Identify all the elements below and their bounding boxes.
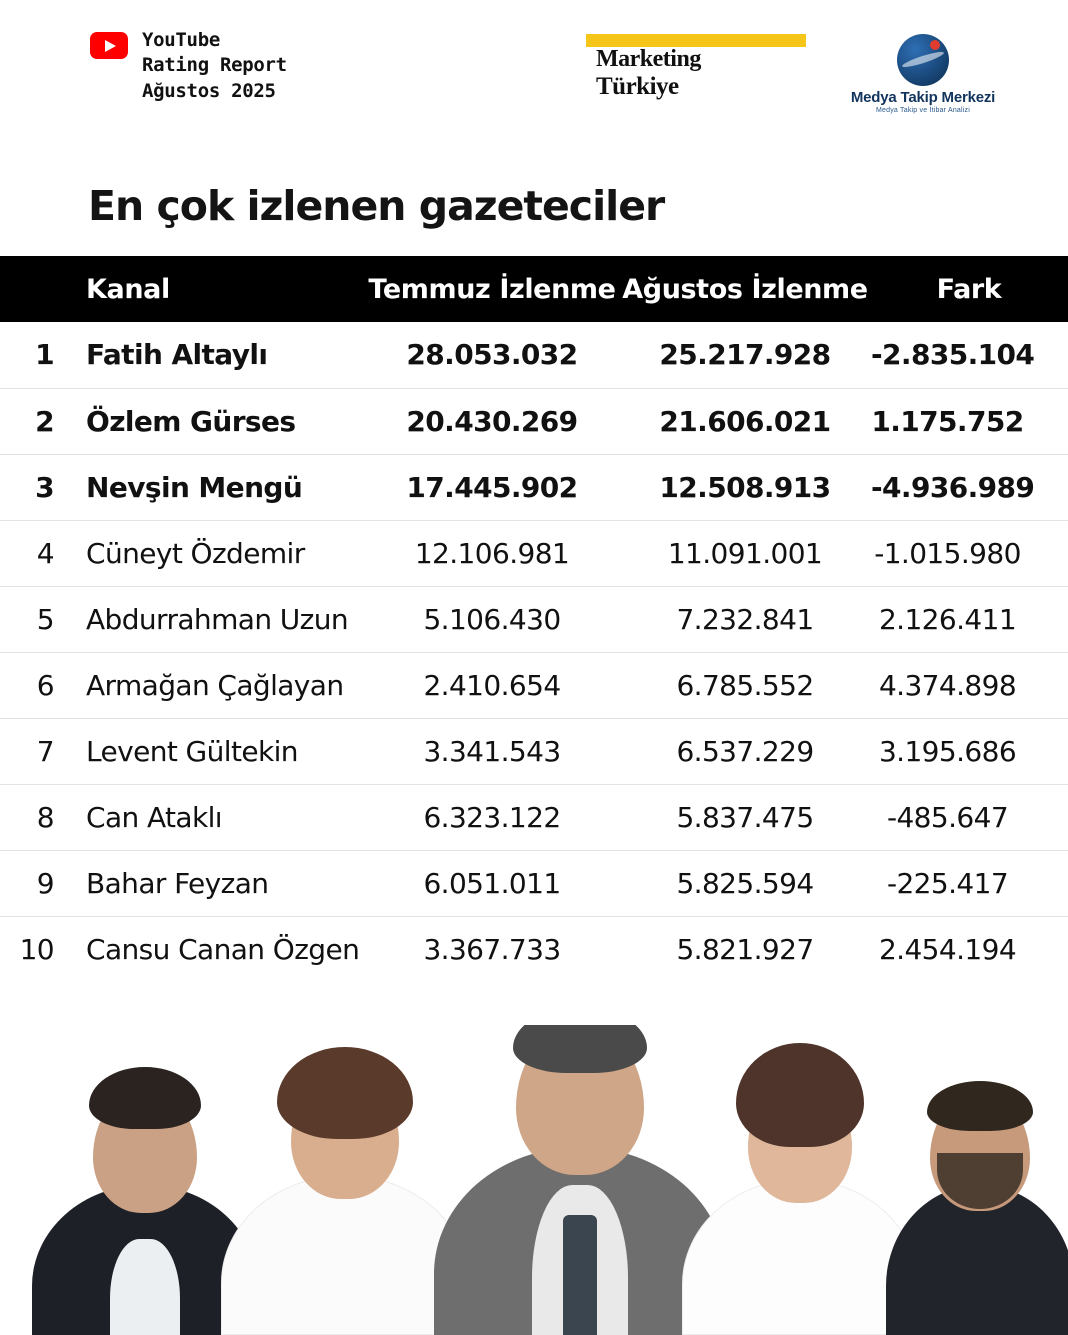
mtm-name: Medya Takip Merkezi [850,89,996,106]
photo-tie [563,1215,597,1335]
page-title: En çok izlenen gazeteciler [88,182,665,230]
row-difference: 1.175.752 [870,388,1068,454]
row-channel-name: Abdurrahman Uzun [64,586,364,652]
column-header-july: Temmuz İzlenme [364,256,620,322]
page-header [0,0,1068,150]
row-rank: 9 [0,850,64,916]
row-channel-name: Armağan Çağlayan [64,652,364,718]
row-difference: 2.126.411 [870,586,1068,652]
row-difference: 3.195.686 [870,718,1068,784]
ranking-table-wrapper [0,256,1068,982]
row-july-views: 6.323.122 [364,784,620,850]
row-august-views: 5.825.594 [620,850,870,916]
row-august-views: 5.837.475 [620,784,870,850]
photo-hair [513,1025,647,1073]
table-row [0,916,1068,982]
column-header-august: Ağustos İzlenme [620,256,870,322]
row-difference: -4.936.989 [870,454,1068,520]
marketing-turkiye-logo [586,34,806,100]
row-august-views: 6.785.552 [620,652,870,718]
medya-takip-merkezi-logo [848,34,998,114]
row-rank: 4 [0,520,64,586]
row-july-views: 28.053.032 [364,322,620,388]
table-row [0,718,1068,784]
row-august-views: 5.821.927 [676,932,814,966]
row-channel-name: Cansu Canan Özgen [86,932,360,966]
row-august-views: 25.217.928 [620,322,870,388]
sponsor-logos [586,28,998,114]
column-header-channel: Kanal [64,256,364,322]
photo-shirt [110,1239,180,1335]
table-body [0,322,1068,982]
row-august-views: 21.606.021 [620,388,870,454]
row-rank: 1 [0,322,64,388]
row-july-views: 5.106.430 [364,586,620,652]
journalist-photo-5 [885,1085,1068,1335]
report-line-2: Rating Report [142,54,287,77]
youtube-icon [90,32,128,59]
row-rank: 2 [0,388,64,454]
journalist-photo-strip [0,1025,1068,1335]
mtm-subtitle: Medya Takip ve İtibar Analizi [876,107,970,114]
row-july-views: 17.445.902 [364,454,620,520]
row-august-views: 6.537.229 [620,718,870,784]
table-row [0,322,1068,388]
report-title-block [142,28,287,104]
row-rank: 10 [19,932,54,966]
table-row [0,520,1068,586]
report-line-3: Ağustos 2025 [142,79,276,102]
row-rank: 3 [0,454,64,520]
journalist-photo-4 [680,1073,920,1335]
report-line-1: YouTube [142,29,220,51]
table-header [0,256,1068,322]
row-july-views: 2.410.654 [364,652,620,718]
row-august-views: 12.508.913 [620,454,870,520]
row-channel-name: Cüneyt Özdemir [64,520,364,586]
photo-hair [89,1067,201,1129]
row-july-views: 20.430.269 [364,388,620,454]
row-channel-name: Nevşin Mengü [64,454,364,520]
row-difference: 2.454.194 [878,932,1017,966]
marketing-turkiye-line-1: Marketing [596,46,701,72]
photo-hair [927,1081,1033,1131]
table-row [0,454,1068,520]
row-difference: -1.015.980 [870,520,1068,586]
column-header-difference: Fark [870,256,1068,322]
row-channel-name: Levent Gültekin [64,718,364,784]
table-row [0,850,1068,916]
row-august-views: 7.232.841 [620,586,870,652]
row-july-views: 12.106.981 [364,520,620,586]
table-row [0,784,1068,850]
row-difference: -225.417 [870,850,1068,916]
photo-hair [277,1047,413,1139]
table-header-row [0,256,1068,322]
row-july-views: 3.367.733 [423,932,561,966]
table-row [0,388,1068,454]
row-channel-name: Fatih Altaylı [64,322,364,388]
row-difference: -2.835.104 [870,322,1068,388]
row-channel-name: Can Ataklı [64,784,364,850]
report-brand [90,28,287,104]
marketing-turkiye-line-2: Türkiye [596,72,679,100]
globe-icon [897,34,949,86]
row-rank: 8 [0,784,64,850]
row-channel-name: Özlem Gürses [64,388,364,454]
row-rank: 7 [0,718,64,784]
row-difference: -485.647 [870,784,1068,850]
ranking-table [0,256,1068,982]
photo-hair [736,1043,864,1147]
row-rank: 5 [0,586,64,652]
column-header-rank [0,256,64,322]
row-july-views: 3.341.543 [364,718,620,784]
row-channel-name: Bahar Feyzan [64,850,364,916]
row-august-views: 11.091.001 [620,520,870,586]
row-july-views: 6.051.011 [364,850,620,916]
row-difference: 4.374.898 [870,652,1068,718]
table-row [0,652,1068,718]
table-row [0,586,1068,652]
row-rank: 6 [0,652,64,718]
